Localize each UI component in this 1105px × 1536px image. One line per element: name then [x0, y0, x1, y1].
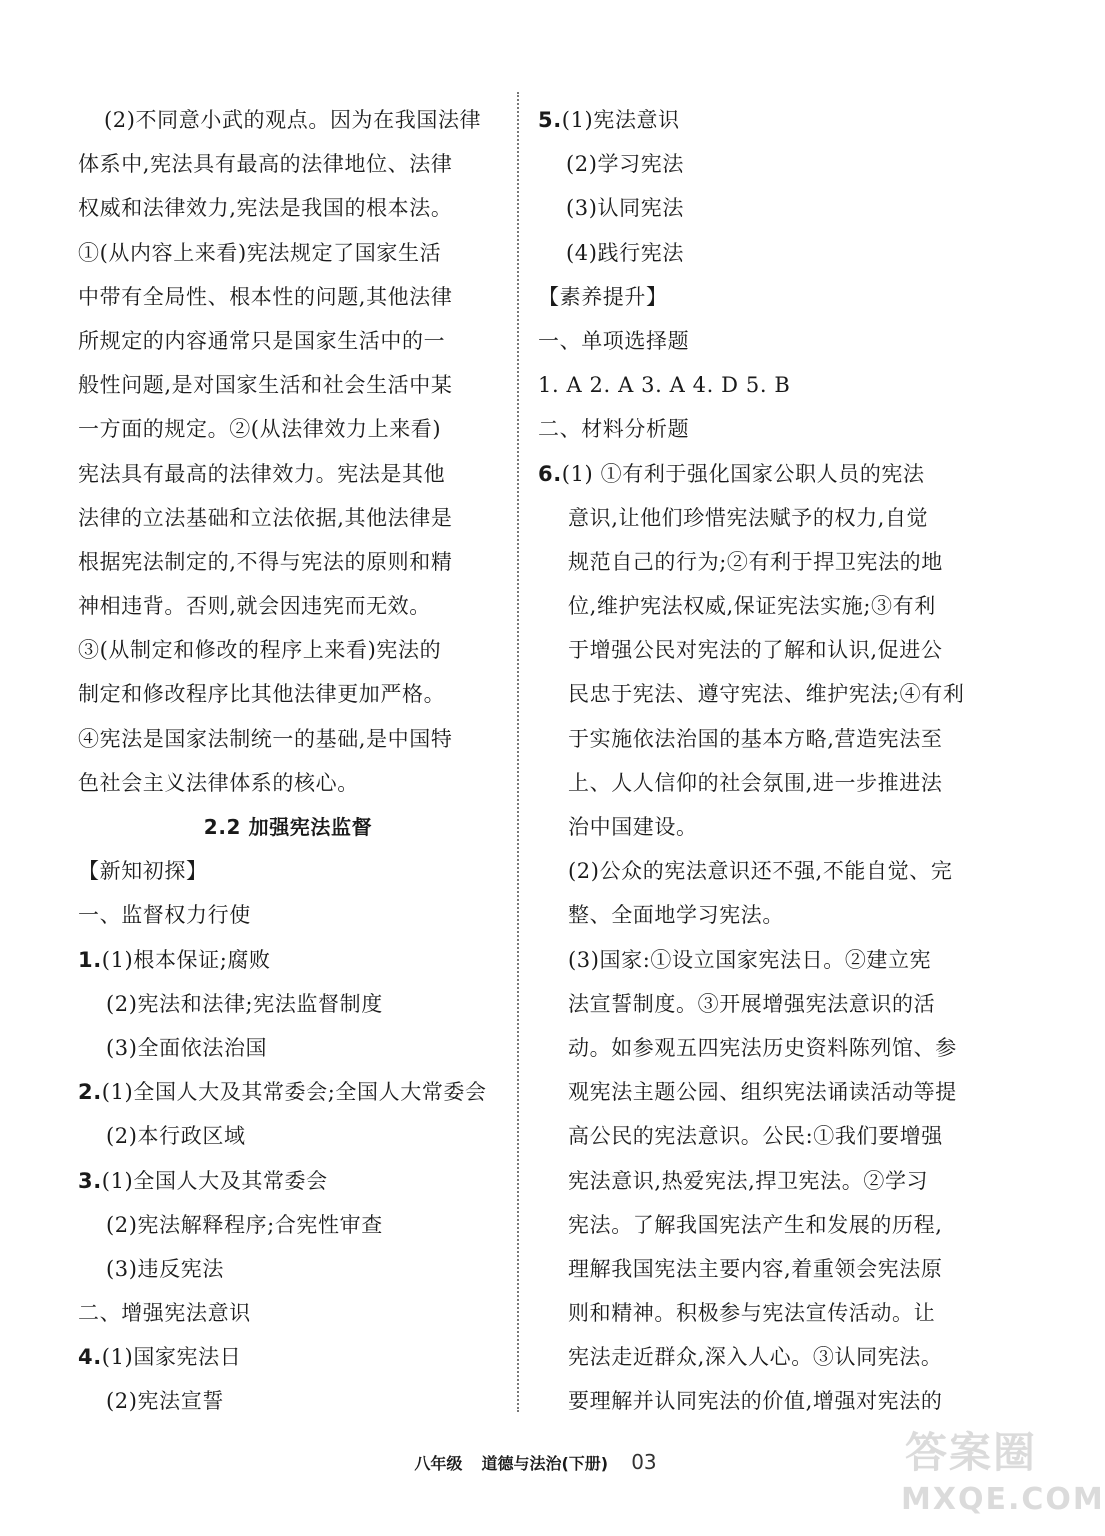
line-text: 神相违背。否则,就会因违宪而无效。 [78, 594, 431, 619]
text-line [78, 849, 498, 893]
text-line [78, 407, 498, 451]
line-text: (2)宪法和法律;宪法监督制度 [106, 991, 383, 1016]
line-text: 宪法走近群众,深入人心。③认同宪法。 [568, 1345, 943, 1370]
text-line [78, 363, 498, 407]
text-line [78, 1159, 498, 1203]
text-line [78, 1203, 498, 1247]
text-line [538, 540, 978, 584]
line-text: 高公民的宪法意识。公民:①我们要增强 [568, 1124, 943, 1149]
watermark-title: 答案圈 [905, 1428, 1038, 1477]
line-text: (4)践行宪法 [566, 240, 684, 265]
line-text: 理解我国宪法主要内容,着重领会宪法原 [568, 1256, 943, 1281]
line-text: 二、增强宪法意识 [78, 1301, 251, 1326]
text-line [538, 893, 978, 937]
line-text: 二、材料分析题 [538, 417, 690, 442]
text-line [78, 1026, 498, 1070]
line-text: (2)宪法宣誓 [106, 1389, 224, 1414]
line-text: 2.2 加强宪法监督 [203, 815, 373, 839]
text-line [538, 363, 978, 407]
text-line [78, 893, 498, 937]
text-line [538, 496, 978, 540]
line-text: (1)全国人大及其常委会;全国人大常委会 [101, 1080, 487, 1105]
line-text: 要理解并认同宪法的价值,增强对宪法的 [568, 1389, 943, 1414]
watermark-logo [895, 1420, 1105, 1530]
text-line [538, 186, 978, 230]
text-line [78, 938, 498, 982]
line-text: 规范自己的行为;②有利于捍卫宪法的地 [568, 549, 943, 574]
text-line [78, 231, 498, 275]
line-text: 治中国建设。 [568, 815, 698, 839]
text-line [538, 938, 978, 982]
right-column [538, 98, 978, 1424]
text-line [78, 142, 498, 186]
text-line [78, 982, 498, 1026]
line-text: (3)认同宪法 [566, 196, 684, 221]
line-text: 法律的立法基础和立法依据,其他法律是 [78, 505, 453, 530]
line-text: (1)宪法意识 [561, 108, 680, 132]
text-line [538, 98, 978, 142]
text-line [78, 717, 498, 761]
text-line [538, 628, 978, 672]
line-text: 动。如参观五四宪法历史资料陈列馆、参 [568, 1035, 957, 1060]
text-line [78, 319, 498, 363]
text-line [538, 407, 978, 451]
text-line [538, 849, 978, 893]
text-line [538, 717, 978, 761]
line-text: 整、全面地学习宪法。 [568, 903, 784, 928]
text-line [78, 761, 498, 805]
line-text: 一、监督权力行使 [78, 903, 251, 928]
line-text: 位,维护宪法权威,保证宪法实施;③有利 [568, 594, 936, 619]
line-text: 中带有全局性、根本性的问题,其他法律 [78, 284, 453, 309]
line-text: 于实施依法治国的基本方略,营造宪法至 [568, 726, 943, 751]
line-text: 意识,让他们珍惜宪法赋予的权力,自觉 [568, 505, 929, 530]
text-line [538, 1335, 978, 1379]
line-text: 法宣誓制度。③开展增强宪法意识的活 [568, 991, 936, 1016]
item-number: 1. [78, 947, 102, 972]
text-line [78, 452, 498, 496]
text-line [538, 231, 978, 275]
line-text: 制定和修改程序比其他法律更加严格。 [78, 682, 446, 707]
item-number: 2. [78, 1080, 102, 1105]
item-number: 4. [78, 1345, 102, 1370]
text-line [78, 805, 498, 849]
text-line [538, 672, 978, 716]
page-number: 03 [631, 1450, 657, 1474]
text-line [538, 1070, 978, 1114]
line-text: (3)全面依法治国 [106, 1035, 268, 1060]
text-line [78, 1379, 498, 1423]
item-number: 5. [538, 108, 562, 132]
text-line [78, 98, 498, 142]
text-line [538, 275, 978, 319]
text-line [538, 1159, 978, 1203]
text-line [78, 496, 498, 540]
text-line [538, 805, 978, 849]
line-text: 一方面的规定。②(从法律效力上来看) [78, 417, 442, 442]
line-text: 体系中,宪法具有最高的法律地位、法律 [78, 152, 453, 177]
text-line [78, 186, 498, 230]
text-line [538, 319, 978, 363]
item-number: 6. [538, 461, 562, 486]
text-line [78, 1114, 498, 1158]
line-text: (1)国家宪法日 [101, 1345, 242, 1370]
line-text: (3)国家:①设立国家宪法日。②建立宪 [568, 947, 932, 972]
text-line [538, 142, 978, 186]
column-divider [517, 92, 519, 1412]
text-line [78, 275, 498, 319]
text-line [538, 1247, 978, 1291]
line-text: ①(从内容上来看)宪法规定了国家生活 [78, 240, 442, 265]
line-text: (2)本行政区域 [106, 1124, 246, 1149]
line-text: 一、单项选择题 [538, 328, 690, 353]
text-line [78, 1291, 498, 1335]
line-text: 则和精神。积极参与宪法宣传活动。让 [568, 1301, 936, 1326]
text-line [538, 452, 978, 496]
line-text: (1)根本保证;腐败 [101, 947, 271, 972]
line-text: 【新知初探】 [78, 859, 208, 884]
watermark-url: MXQE.COM [901, 1482, 1105, 1517]
line-text: 宪法具有最高的法律效力。宪法是其他 [78, 461, 446, 486]
line-text: 1. A 2. A 3. A 4. D 5. B [538, 373, 791, 398]
line-text: 宪法意识,热爱宪法,捍卫宪法。②学习 [568, 1168, 929, 1193]
line-text: 权威和法律效力,宪法是我国的根本法。 [78, 196, 453, 221]
footer-subject: 道德与法治(下册) [481, 1454, 609, 1473]
text-line [78, 1335, 498, 1379]
line-text: 民忠于宪法、遵守宪法、维护宪法;④有利 [568, 682, 965, 707]
text-line [538, 1203, 978, 1247]
line-text: (2)不同意小武的观点。因为在我国法律 [104, 108, 482, 132]
line-text: 于增强公民对宪法的了解和认识,促进公 [568, 638, 943, 663]
line-text: (2)公众的宪法意识还不强,不能自觉、完 [568, 859, 953, 884]
line-text: (2)宪法解释程序;合宪性审查 [106, 1212, 383, 1237]
footer-grade: 八年级 [414, 1454, 463, 1473]
text-line [78, 628, 498, 672]
text-line [78, 584, 498, 628]
text-line [538, 1026, 978, 1070]
line-text: (1)全国人大及其常委会 [101, 1168, 328, 1193]
line-text: 上、人人信仰的社会氛围,进一步推进法 [568, 770, 943, 795]
text-line [538, 761, 978, 805]
text-line [538, 1379, 978, 1423]
line-text: 色社会主义法律体系的核心。 [78, 770, 359, 795]
text-line [78, 1247, 498, 1291]
line-text: (1) ①有利于强化国家公职人员的宪法 [561, 461, 925, 486]
text-line [78, 672, 498, 716]
text-line [78, 1070, 498, 1114]
line-text: 所规定的内容通常只是国家生活中的一 [78, 328, 446, 353]
line-text: ④宪法是国家法制统一的基础,是中国特 [78, 726, 453, 751]
line-text: (2)学习宪法 [566, 152, 684, 177]
text-line [538, 584, 978, 628]
line-text: 般性问题,是对国家生活和社会生活中某 [78, 373, 453, 398]
line-text: 根据宪法制定的,不得与宪法的原则和精 [78, 549, 453, 574]
line-text: 宪法。了解我国宪法产生和发展的历程, [568, 1212, 943, 1237]
line-text: (3)违反宪法 [106, 1256, 224, 1281]
left-column [78, 98, 498, 1424]
line-text: 【素养提升】 [538, 284, 668, 309]
line-text: ③(从制定和修改的程序上来看)宪法的 [78, 638, 442, 663]
text-line [538, 1291, 978, 1335]
text-line [538, 982, 978, 1026]
line-text: 观宪法主题公园、组织宪法诵读活动等提 [568, 1080, 957, 1105]
text-line [538, 1114, 978, 1158]
item-number: 3. [78, 1168, 102, 1193]
text-line [78, 540, 498, 584]
